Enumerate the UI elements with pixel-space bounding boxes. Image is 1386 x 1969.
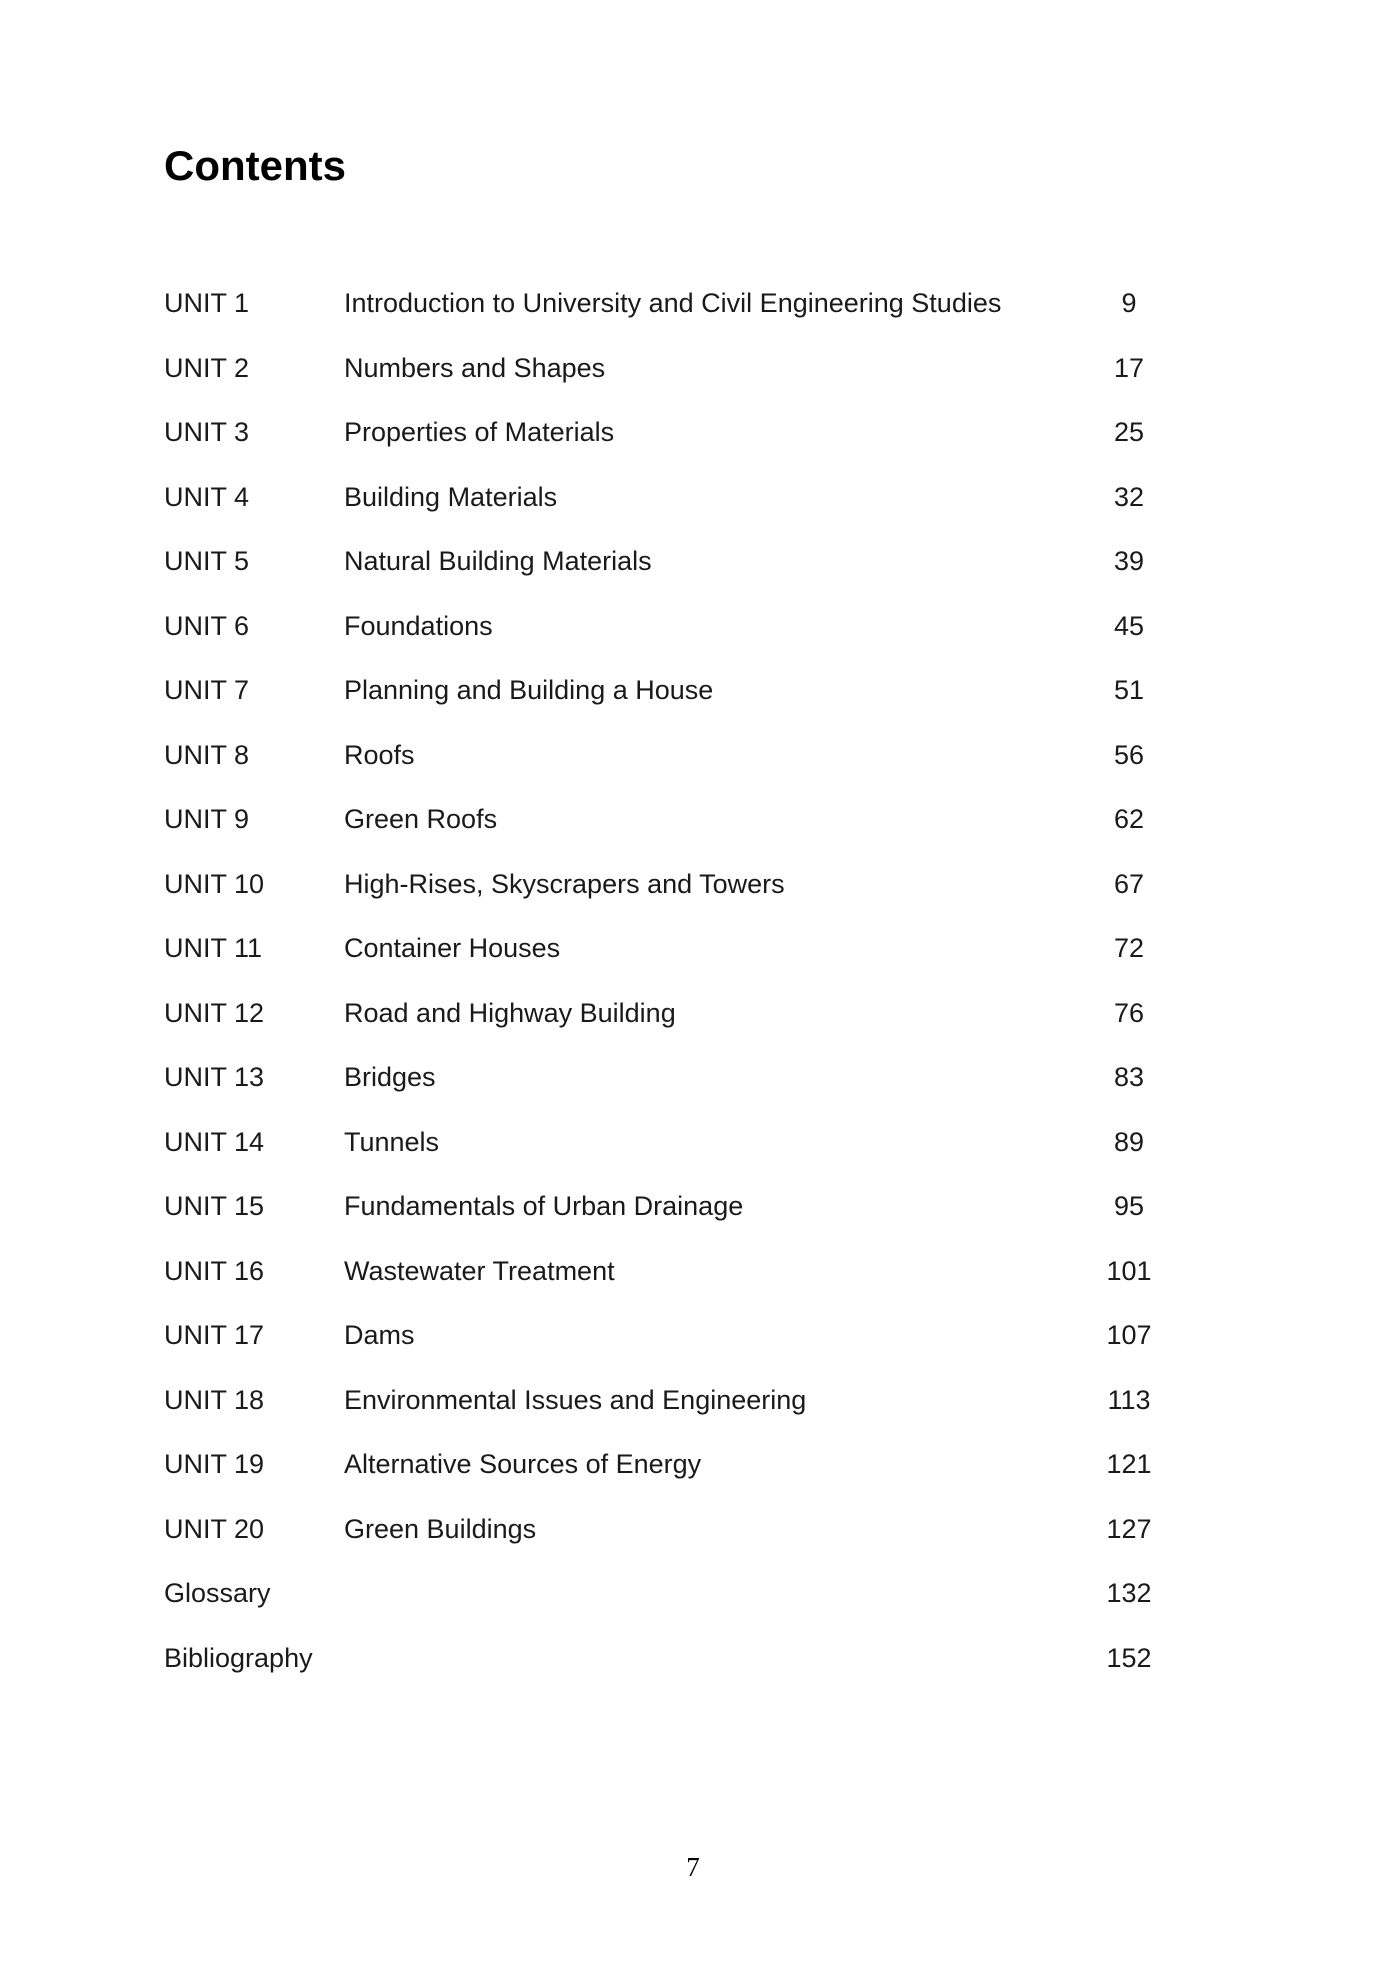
toc-page-number: 51 xyxy=(1113,675,1145,705)
toc-entry-title: Road and Highway Building xyxy=(344,997,676,1028)
toc-entry-title: Properties of Materials xyxy=(344,417,615,447)
toc-entry-title: Natural Building Materials xyxy=(344,546,652,576)
toc-entry xyxy=(164,1377,1164,1442)
toc-entry-title: Bridges xyxy=(344,1062,436,1092)
table-of-contents xyxy=(164,280,1164,1699)
toc-page-number: 121 xyxy=(1106,1449,1152,1479)
toc-page-number: 72 xyxy=(1113,933,1145,963)
toc-entry xyxy=(164,1506,1164,1571)
toc-unit-label: UNIT 19 xyxy=(164,1449,265,1479)
toc-entry xyxy=(164,667,1164,732)
toc-entry xyxy=(164,1441,1164,1506)
toc-unit-label: UNIT 3 xyxy=(164,417,250,447)
toc-page-number: 39 xyxy=(1113,546,1145,576)
page-title: Contents xyxy=(164,142,346,189)
toc-entry xyxy=(164,1183,1164,1248)
toc-unit-label: UNIT 17 xyxy=(164,1320,265,1350)
toc-unit-label: UNIT 11 xyxy=(164,933,263,963)
toc-entry xyxy=(164,732,1164,797)
toc-entry-glossary xyxy=(164,1570,1164,1635)
toc-entry-title: Container Houses xyxy=(344,933,561,963)
toc-page-number: 45 xyxy=(1113,610,1145,641)
toc-entry-title: Alternative Sources of Energy xyxy=(344,1449,702,1479)
toc-entry-title: Green Roofs xyxy=(344,804,498,834)
toc-entry xyxy=(164,796,1164,861)
toc-entry-title: Tunnels xyxy=(344,1126,440,1157)
toc-entry-title: Numbers and Shapes xyxy=(344,352,606,383)
toc-unit-label: UNIT 20 xyxy=(164,1513,265,1544)
toc-entry xyxy=(164,1119,1164,1184)
toc-entry xyxy=(164,861,1164,926)
toc-entry xyxy=(164,925,1164,990)
toc-section-label: Glossary xyxy=(164,1578,271,1608)
toc-section-label: Bibliography xyxy=(164,1642,313,1673)
toc-entry-title: High-Rises, Skyscrapers and Towers xyxy=(344,868,785,899)
toc-entry-title: Dams xyxy=(344,1320,415,1350)
toc-page-number: 17 xyxy=(1113,352,1145,383)
toc-unit-label: UNIT 14 xyxy=(164,1126,265,1157)
toc-unit-label: UNIT 12 xyxy=(164,997,265,1028)
toc-unit-label: UNIT 18 xyxy=(164,1384,265,1415)
toc-page-number: 101 xyxy=(1106,1255,1152,1286)
toc-entry-title: Roofs xyxy=(344,739,415,770)
toc-entry xyxy=(164,1248,1164,1313)
toc-entry-title: Green Buildings xyxy=(344,1513,537,1544)
toc-unit-label: UNIT 8 xyxy=(164,739,250,770)
toc-entry xyxy=(164,538,1164,603)
toc-unit-label: UNIT 1 xyxy=(164,288,250,318)
toc-entry-title: Fundamentals of Urban Drainage xyxy=(344,1191,744,1221)
toc-entry-title: Introduction to University and Civil Engineering Studies xyxy=(344,288,1002,318)
toc-entry xyxy=(164,409,1164,474)
toc-page-number: 95 xyxy=(1113,1191,1145,1221)
toc-entry-bibliography xyxy=(164,1635,1164,1700)
toc-unit-label: UNIT 15 xyxy=(164,1191,265,1221)
toc-entry xyxy=(164,280,1164,345)
toc-unit-label: UNIT 13 xyxy=(164,1062,265,1092)
toc-page-number: 89 xyxy=(1113,1126,1145,1157)
toc-unit-label: UNIT 2 xyxy=(164,352,250,383)
toc-page-number: 107 xyxy=(1106,1320,1152,1350)
toc-page-number: 113 xyxy=(1107,1384,1151,1415)
toc-page-number: 76 xyxy=(1113,997,1145,1028)
toc-unit-label: UNIT 10 xyxy=(164,868,265,899)
toc-page-number: 9 xyxy=(1121,288,1137,318)
toc-unit-label: UNIT 6 xyxy=(164,610,250,641)
toc-unit-label: UNIT 4 xyxy=(164,481,250,512)
toc-entry xyxy=(164,1312,1164,1377)
toc-unit-label: UNIT 7 xyxy=(164,675,250,705)
page-number: 7 xyxy=(686,1852,700,1882)
toc-page-number: 56 xyxy=(1113,739,1145,770)
toc-page-number: 67 xyxy=(1113,868,1145,899)
toc-page-number: 132 xyxy=(1106,1578,1152,1608)
toc-entry-title: Environmental Issues and Engineering xyxy=(344,1384,807,1415)
toc-entry xyxy=(164,990,1164,1055)
toc-page-number: 62 xyxy=(1113,804,1145,834)
toc-entry-title: Wastewater Treatment xyxy=(344,1255,615,1286)
toc-entry xyxy=(164,603,1164,668)
toc-entry xyxy=(164,474,1164,539)
toc-unit-label: UNIT 16 xyxy=(164,1255,265,1286)
toc-entry xyxy=(164,1054,1164,1119)
toc-entry-title: Building Materials xyxy=(344,481,558,512)
toc-entry-title: Planning and Building a House xyxy=(344,675,714,705)
toc-unit-label: UNIT 5 xyxy=(164,546,250,576)
toc-entry-title: Foundations xyxy=(344,610,493,641)
toc-page-number: 25 xyxy=(1113,417,1145,447)
toc-page-number: 152 xyxy=(1106,1642,1152,1673)
toc-unit-label: UNIT 9 xyxy=(164,804,250,834)
toc-entry xyxy=(164,345,1164,410)
toc-page-number: 83 xyxy=(1113,1062,1145,1092)
toc-page-number: 32 xyxy=(1113,481,1145,512)
toc-page-number: 127 xyxy=(1106,1513,1152,1544)
